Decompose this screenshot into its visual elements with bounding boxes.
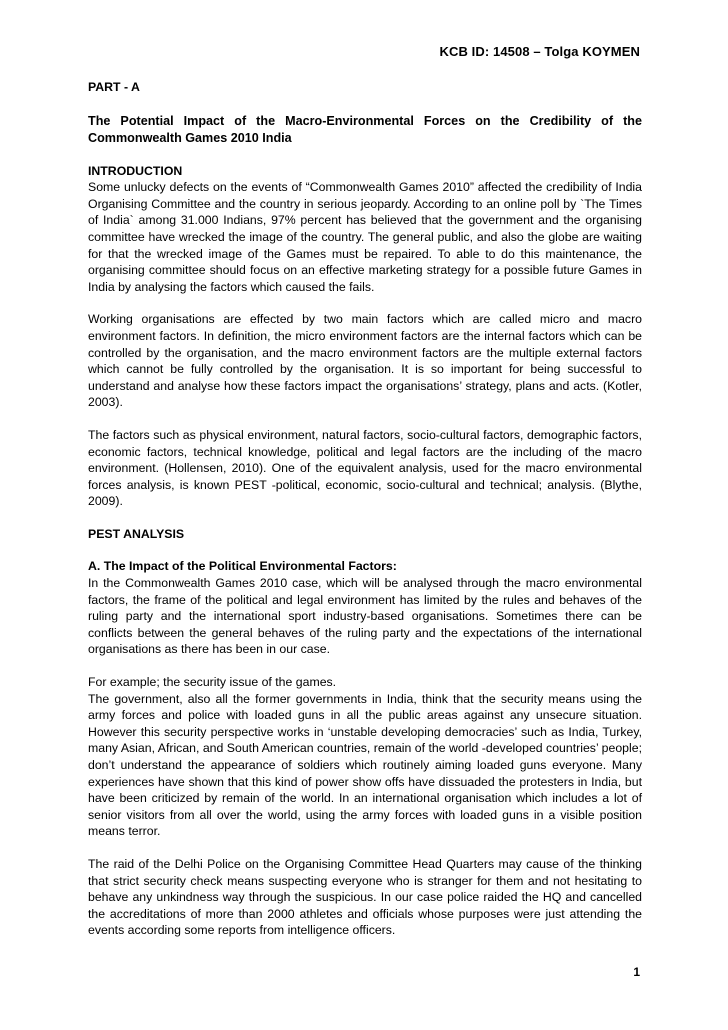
introduction-paragraph-1: Some unlucky defects on the events of “Commonwealth Games 2010” affected the credibility of India Organising Committee and the country in serious jeopardy. According to an online poll by `The Times of India` among 31.000 Indians, 97% percent has believed that the government and the organising committee have wrecked the image of the country. The general public, and also the globe are waiting for that the wrecked image of the Games must be repaired. To able to do this maintenance, the organising committee should focus on an effective marketing strategy for a possible future Games in India by analysing the factors which caused the fails. xyxy=(88,180,642,294)
author-id-header: KCB ID: 14508 – Tolga KOYMEN xyxy=(439,44,640,59)
page-number: 1 xyxy=(633,965,640,979)
political-paragraph-4: The raid of the Delhi Police on the Organising Committee Head Quarters may cause of the thinking that strict security check means suspecting everyone who is stranger for them and not hesitating to behave any unkindness way through the suspicious. In our case police raided the HQ and cancelled the accreditations of more than 2000 athletes and officials whose purposes were just attending the events according some reports from intelligence officers. xyxy=(88,856,642,938)
political-paragraph-2: For example; the security issue of the games. xyxy=(88,675,337,690)
document-body xyxy=(88,79,642,939)
document-title: The Potential Impact of the Macro-Environmental Forces on the Credibility of the Commonwealth Games 2010 India xyxy=(88,113,642,145)
political-factors-subheading: A. The Impact of the Political Environmental Factors: xyxy=(88,559,397,574)
political-paragraph-3: The government, also all the former governments in India, think that the security means using the army forces and police with loaded guns in all the public areas against any unsecure situation. However this security perspective works in ‘unstable developing democracies’ such as India, Turkey, many Asian, African, and South American countries, remain of the world -developed countries’ people; don’t understand the appearance of soldiers which routinely aiming loaded guns everyone. Many experiences have shown that this kind of power show offs have dissuaded the protesters in India, but have been criticized by remain of the world. In an international organisation which includes a lot of senior visitors from all over the world, using the army forces with loaded guns in a visible position means terror. xyxy=(88,691,642,839)
part-label: PART - A xyxy=(88,80,140,94)
pest-heading: PEST ANALYSIS xyxy=(88,526,185,541)
introduction-heading: INTRODUCTION xyxy=(88,163,183,178)
introduction-paragraph-2: Working organisations are effected by two main factors which are called micro and macro environment factors. In definition, the micro environment factors are the internal factors which can be controlled by the organisation, and the macro environment factors are the multiple external factors which cannot be fully controlled by the organisation. It is so important for being successful to understand and analyse how these factors impact the organisations’ strategy, plans and acts. (Kotler, 2003). xyxy=(88,312,642,410)
introduction-paragraph-3: The factors such as physical environment, natural factors, socio-cultural factors, demographic factors, economic factors, technical knowledge, political and legal factors are the including of the macro environment. (Hollensen, 2010). One of the equivalent analysis, used for the macro environmental forces analysis, is known PEST -political, economic, socio-cultural and technical; analysis. (Blythe, 2009). xyxy=(88,427,642,509)
political-paragraph-1: In the Commonwealth Games 2010 case, which will be analysed through the macro environmental factors, the frame of the political and legal environment has limited by the rules and behaves of the ruling party and the international sport industry-based organisations. Sometimes there can be conflicts between the general behaves of the ruling party and the expectations of the international organisations as there has been in our case. xyxy=(88,576,642,657)
